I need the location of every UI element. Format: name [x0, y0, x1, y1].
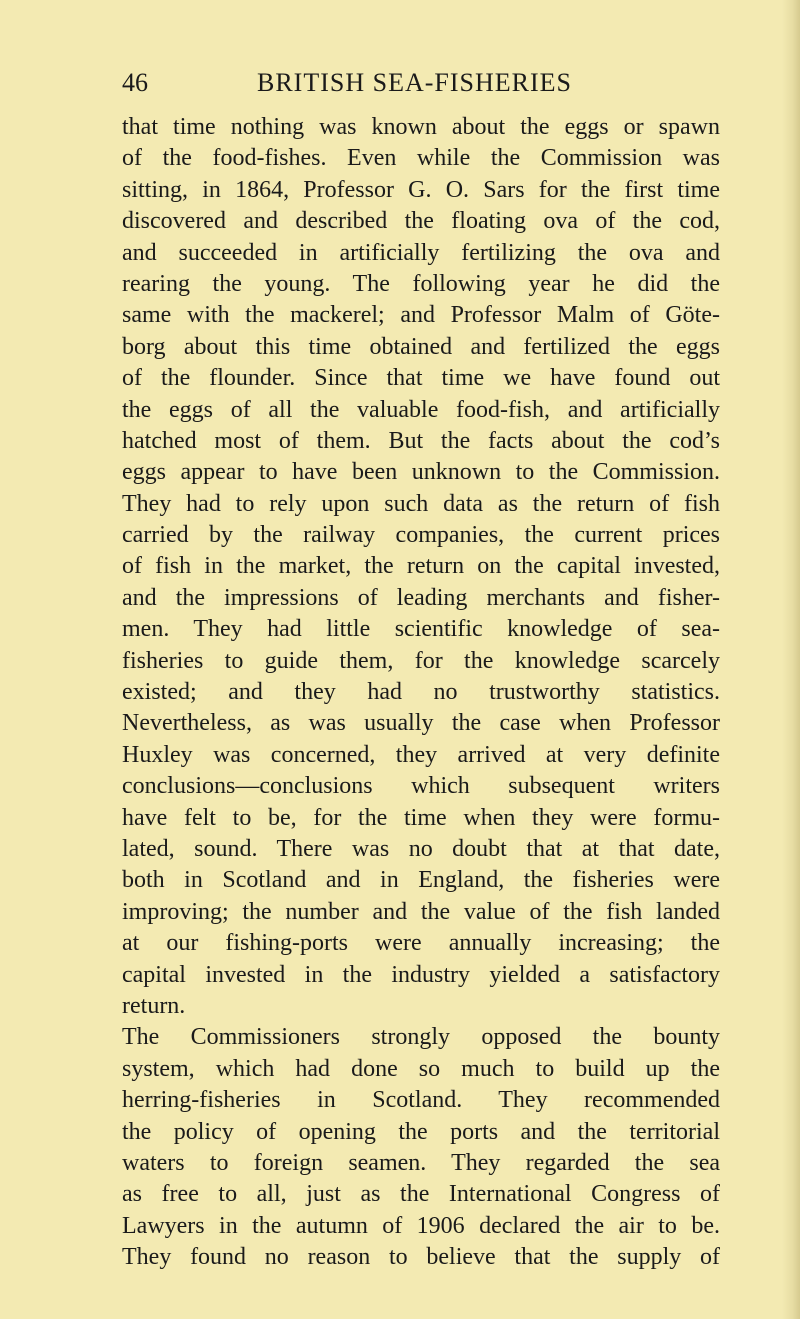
text-line: the eggs of all the valuable food-fish, and artificially	[122, 396, 720, 423]
text-line: existed; and they had no trustworthy statistics.	[122, 679, 720, 706]
text-line: that time nothing was known about the eggs or spawn	[122, 114, 720, 140]
text-line: lated, sound. There was no doubt that at that date,	[122, 835, 720, 862]
text-line: and succeeded in artificially fertilizing the ova and	[122, 239, 720, 266]
text-line: eggs appear to have been unknown to the Commission.	[122, 459, 720, 486]
text-line: of fish in the market, the return on the capital invested,	[122, 553, 720, 580]
text-line: fisheries to guide them, for the knowledge scarcely	[122, 647, 720, 674]
text-line: and the impressions of leading merchants and fisher-	[122, 584, 720, 611]
text-line: They found no reason to believe that the supply of	[122, 1244, 720, 1271]
running-head	[122, 66, 722, 100]
page-number: 46	[122, 68, 148, 97]
text-line: both in Scotland and in England, the fisheries were	[122, 867, 720, 894]
text-line: system, which had done so much to build up the	[122, 1055, 720, 1082]
text-line: discovered and described the floating ova of the cod,	[122, 208, 720, 235]
text-line: borg about this time obtained and fertilized the eggs	[122, 333, 720, 360]
text-line: Nevertheless, as was usually the case when Professor	[122, 710, 720, 737]
text-line: of the food-fishes. Even while the Commission was	[122, 145, 720, 172]
text-line: at our fishing-ports were annually increasing; the	[122, 930, 720, 957]
text-line: of the flounder. Since that time we have found out	[122, 365, 720, 392]
text-line: capital invested in the industry yielded a satisfactory	[122, 961, 720, 988]
paragraph-end-line: return.	[122, 992, 186, 1019]
text-line: Lawyers in the autumn of 1906 declared the air to be.	[122, 1212, 720, 1239]
text-line: have felt to be, for the time when they were formu-	[122, 804, 720, 831]
text-line: waters to foreign seamen. They regarded the sea	[122, 1149, 720, 1176]
running-title: BRITISH SEA-FISHERIES	[257, 68, 572, 97]
text-line: They had to rely upon such data as the return of fish	[122, 490, 720, 517]
paragraph-start-line: The Commissioners strongly opposed the bounty	[122, 1024, 720, 1051]
page-edge-shadow	[782, 0, 800, 1319]
text-line: same with the mackerel; and Professor Malm of Göte-	[122, 302, 720, 329]
text-line: carried by the railway companies, the current prices	[122, 522, 720, 549]
text-line: conclusions—conclusions which subsequent writers	[122, 773, 720, 800]
text-line: improving; the number and the value of the fish landed	[122, 898, 720, 925]
text-line: as free to all, just as the International Congress of	[122, 1181, 720, 1208]
text-line: Huxley was concerned, they arrived at very definite	[122, 741, 720, 768]
text-line: sitting, in 1864, Professor G. O. Sars for the first time	[122, 176, 720, 203]
text-line: herring-fisheries in Scotland. They recommended	[122, 1087, 720, 1114]
text-line: rearing the young. The following year he did the	[122, 270, 720, 297]
text-line: the policy of opening the ports and the territorial	[122, 1118, 720, 1145]
text-line: hatched most of them. But the facts about the cod’s	[122, 427, 720, 454]
text-line: men. They had little scientific knowledge of sea-	[122, 616, 720, 643]
body-text	[122, 112, 720, 1273]
